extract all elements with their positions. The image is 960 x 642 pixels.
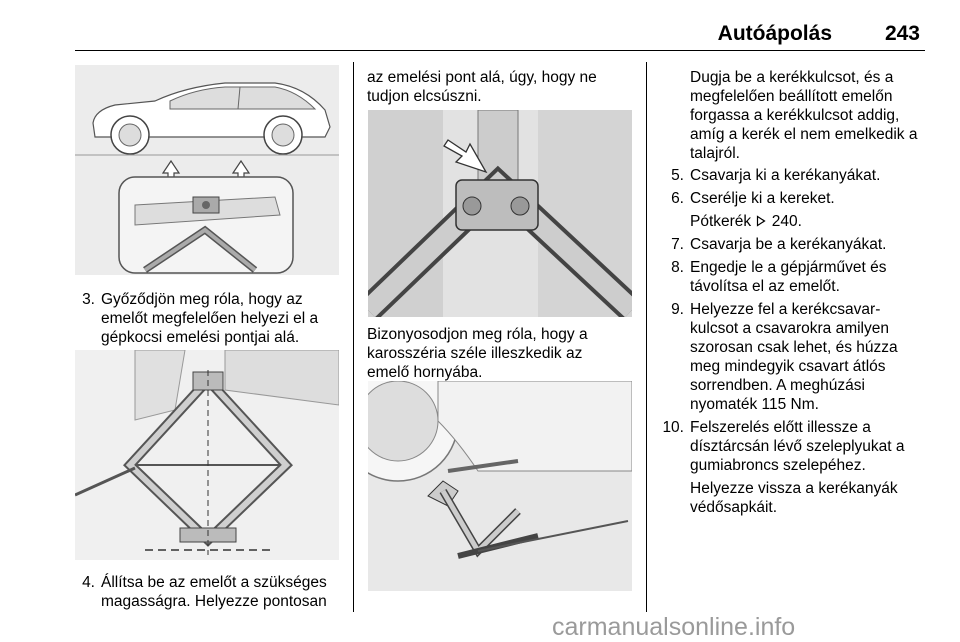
step-text: Felszerelés előtt illessze a — [690, 419, 871, 436]
step-text: meg mindegyik csavart átlós — [690, 358, 886, 375]
watermark: carmanualsonline.info — [552, 613, 796, 641]
final-text: védősapkáit. — [690, 499, 778, 516]
step-text: távolítsa el az emelőt. — [690, 278, 840, 295]
page-number: 243 — [884, 22, 920, 45]
jack-under-car-illustration — [368, 381, 632, 591]
step-number: 5. — [671, 167, 684, 184]
intro-text: amíg a kerék el nem emelkedik a — [690, 126, 918, 143]
intro-text: megfelelően beállított emelőn — [690, 88, 893, 105]
step-text: Engedje le a gépjárművet és — [690, 259, 887, 276]
step-text: Csavarja ki a kerékanyákat. — [690, 167, 881, 184]
intro-text: talajról. — [690, 145, 740, 162]
triangle-right-outline-icon — [756, 213, 766, 232]
step-number: 4. — [82, 574, 95, 591]
step-text: Csavarja be a kerékanyákat. — [690, 236, 887, 253]
step-number: 10. — [662, 419, 684, 436]
section-title: Autóápolás — [717, 22, 832, 45]
spare-wheel-reference[interactable] — [690, 212, 802, 232]
step-text: Győződjön meg róla, hogy az — [101, 291, 303, 308]
intro-text: forgassa a kerékkulcsot addig, — [690, 107, 900, 124]
step-text: dísztárcsán lévő szeleplyukat a — [690, 438, 905, 455]
step-text: kulcsot a csavarokra amilyen — [690, 320, 889, 337]
final-text: Helyezze vissza a kerékanyák — [690, 480, 898, 497]
jack-head-closeup-illustration — [368, 110, 632, 317]
intro-text: Dugja be a kerékkulcsot, és a — [690, 69, 894, 86]
step-number: 6. — [671, 190, 684, 207]
column-divider-1 — [353, 62, 354, 612]
step-text: Cserélje ki a kereket. — [690, 190, 835, 207]
step-text: nyomaték 115 Nm. — [690, 396, 819, 413]
step-text: sorrendben. A meghúzási — [690, 377, 865, 394]
column-divider-2 — [646, 62, 647, 612]
step-number: 9. — [671, 301, 684, 318]
step-number: 8. — [671, 259, 684, 276]
step-text: gépkocsi emelési pontjai alá. — [101, 329, 300, 346]
continued-text: tudjon elcsúszni. — [367, 88, 482, 105]
reference-label: Pótkerék — [690, 213, 752, 230]
car-jacking-points-illustration — [75, 65, 339, 275]
step-text: Helyezze fel a kerékcsavar- — [690, 301, 881, 318]
step-number: 3. — [82, 291, 95, 308]
step-text: emelőt megfelelően helyezi el a — [101, 310, 319, 327]
reference-page: 240. — [771, 213, 802, 230]
note-text: Bizonyosodjon meg róla, hogy a — [367, 326, 588, 343]
header-rule — [75, 50, 925, 51]
step-text: gumiabroncs szelepéhez. — [690, 457, 866, 474]
step-text: magasságra. Helyezze pontosan — [101, 593, 327, 610]
step-text: Állítsa be az emelőt a szükséges — [101, 574, 327, 591]
continued-text: az emelési pont alá, úgy, hogy ne — [367, 69, 597, 86]
scissor-jack-illustration — [75, 350, 339, 560]
note-text: karosszéria széle illeszkedik az — [367, 345, 583, 362]
step-text: szorosan csak lehet, és húzza — [690, 339, 898, 356]
note-text: emelő hornyába. — [367, 364, 483, 381]
step-number: 7. — [671, 236, 684, 253]
